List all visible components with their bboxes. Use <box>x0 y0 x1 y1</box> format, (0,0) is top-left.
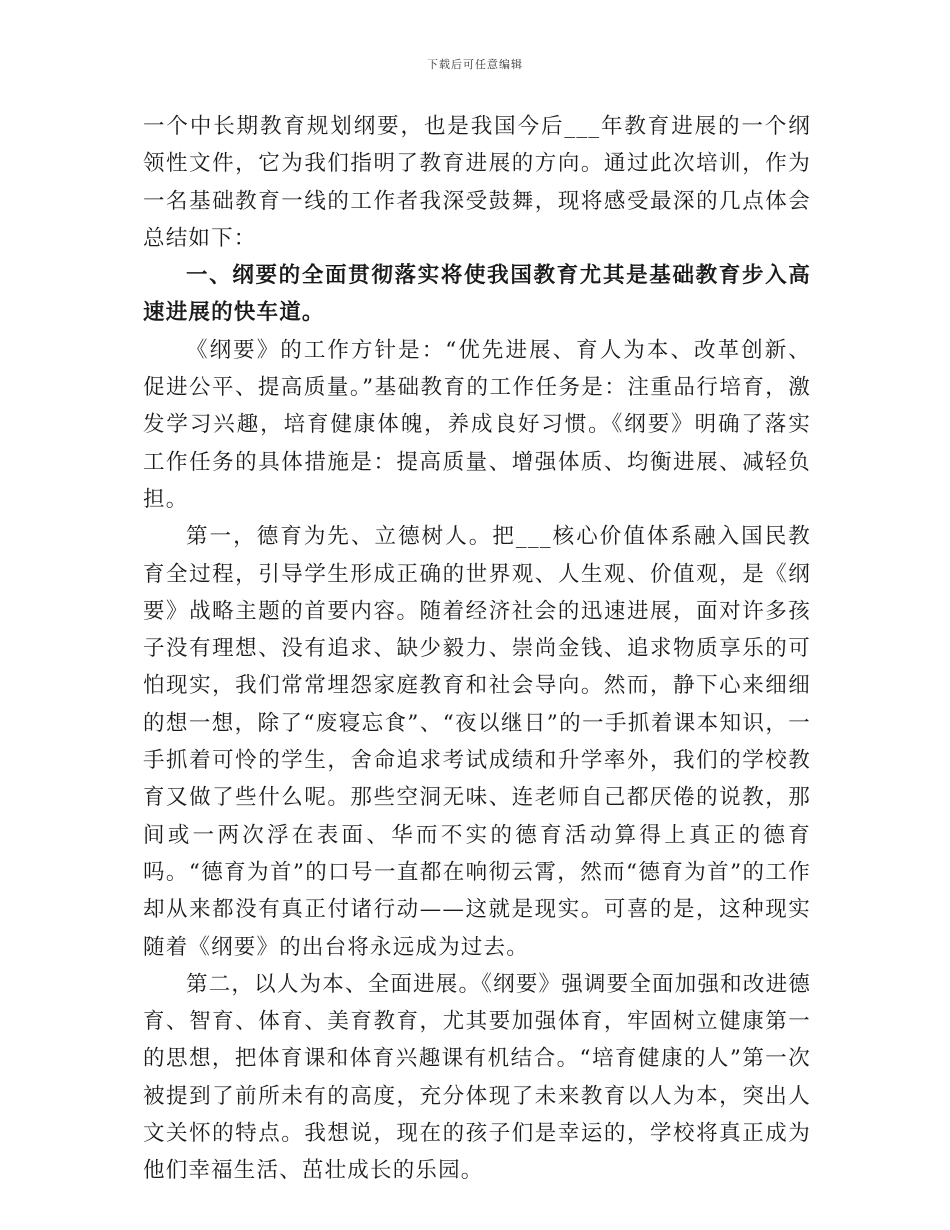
paragraph-moral-education: 第一，德育为先、立德树人。把___核心价值体系融入国民教育全过程，引导学生形成正确的世界观、人生观、价值观，是《纲要》战略主题的首要内容。随着经济社会的迅速进展，面对许多孩子没有理想、没有追求、缺少毅力、崇尚金钱、追求物质享乐的可怕现实，我们常常埋怨家庭教育和社会导向。然而，静下心来细细的想一想，除了“废寝忘食”、“夜以继日”的一手抓着课本知识，一手抓着可怜的学生，舍命追求考试成绩和升学率外，我们的学校教育又做了些什么呢。那些空洞无味、连老师自己都厌倦的说教，那间或一两次浮在表面、华而不实的德育活动算得上真正的德育吗。“德育为首”的口号一直都在响彻云霄，然而“德育为首”的工作却从来都没有真正付诸行动——这就是现实。可喜的是，这种现实随着《纲要》的出台将永远成为过去。 <box>143 524 811 960</box>
paragraph-work-policy: 《纲要》的工作方针是：“优先进展、育人为本、改革创新、促进公平、提高质量。”基础教育的工作任务是：注重品行培育，激发学习兴趣，培育健康体魄，养成良好习惯。《纲要》明确了落实工作任务的具体措施是：提高质量、增强体质、均衡进展、减轻负担。 <box>143 337 811 512</box>
section-heading-1: 一、纲要的全面贯彻落实将使我国教育尤其是基础教育步入高速进展的快车道。 <box>143 263 811 326</box>
page-header: 下载后可任意编辑 <box>427 58 523 71</box>
paragraph-intro-continuation: 一个中长期教育规划纲要，也是我国今后___年教育进展的一个纲领性文件，它为我们指明了教育进展的方向。通过此次培训，作为一名基础教育一线的工作者我深受鼓舞，现将感受最深的几点体会总结如下： <box>143 114 811 251</box>
paragraph-people-oriented: 第二，以人为本、全面进展。《纲要》强调要全面加强和改进德育、智育、体育、美育教育，尤其要加强体育，牢固树立健康第一的思想，把体育课和体育兴趣课有机结合。“培育健康的人”第一次被提到了前所未有的高度，充分体现了未来教育以人为本，突出人文关怀的特点。我想说，现在的孩子们是幸运的，学校将真正成为他们幸福生活、茁壮成长的乐园。 <box>143 971 811 1184</box>
document-body <box>143 108 811 1190</box>
